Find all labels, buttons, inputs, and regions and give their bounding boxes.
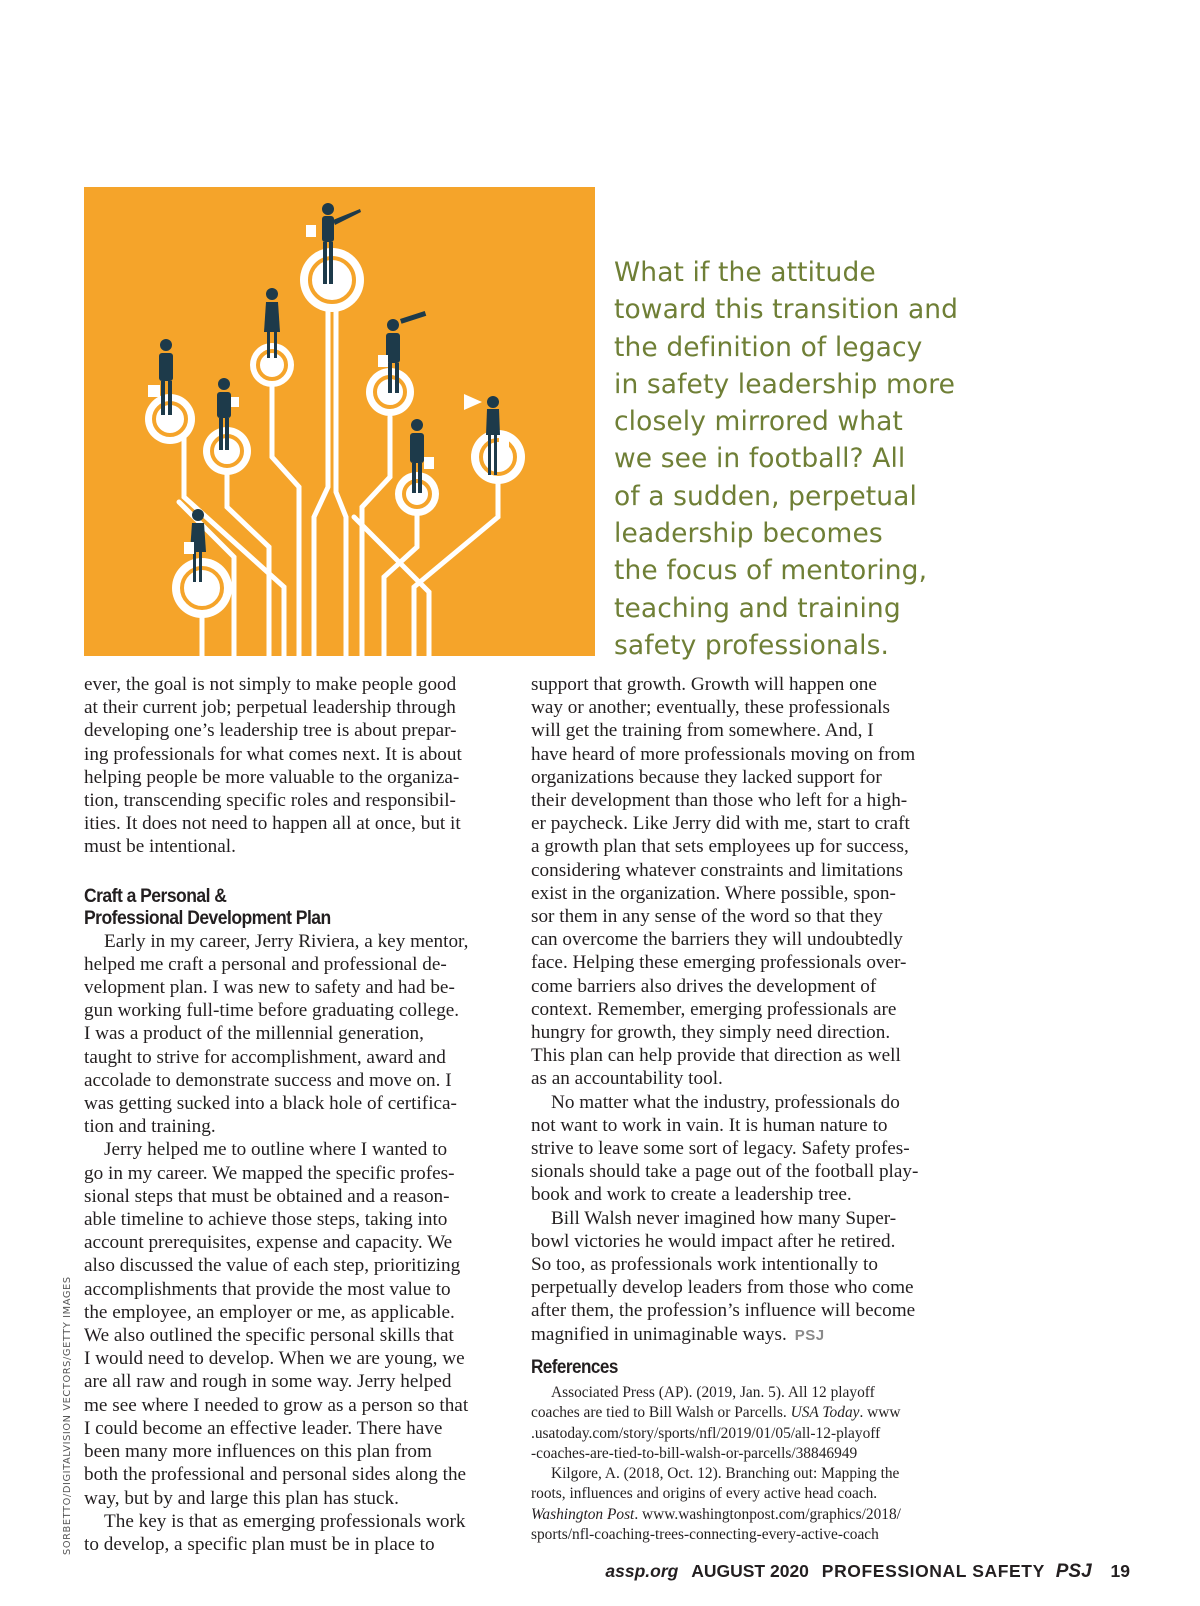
text-line: exist in the organization. Where possible, spon- xyxy=(531,882,896,904)
pull-quote-line: the focus of mentoring, xyxy=(614,555,928,587)
text-line: are all raw and rough in some way. Jerry helped xyxy=(84,1371,452,1393)
text-line: accomplishments that provide the most value to xyxy=(84,1278,451,1300)
references-heading: References xyxy=(531,1357,618,1378)
text-line: been many more influences on this plan from xyxy=(84,1441,432,1463)
text-line: not want to work in vain. It is human nature to xyxy=(531,1114,888,1136)
text-line: the employee, an employer or me, as applicable. xyxy=(84,1301,455,1323)
text-line: ever, the goal is not simply to make people good xyxy=(84,674,457,695)
text-line: sional steps that must be obtained and a reason- xyxy=(84,1185,450,1207)
photo-credit: SORBETTO/DIGITALVISION VECTORS/GETTY IMAGES xyxy=(62,1276,73,1555)
reference-2-url-part-1: . www.washingtonpost.com/graphics/2018/ xyxy=(634,1505,901,1523)
text-line: We also outlined the specific personal skills that xyxy=(84,1325,454,1347)
text-line: I would need to develop. When we are young, we xyxy=(84,1348,465,1370)
text-line: come barriers also drives the development of xyxy=(531,975,877,997)
text-line: organizations because they lacked support for xyxy=(531,766,882,788)
pull-quote-line: toward this transition and xyxy=(614,294,959,326)
text-line: at their current job; perpetual leadership through xyxy=(84,697,456,719)
text-line: after them, the profession’s influence will become xyxy=(531,1300,916,1322)
section-heading-line-1: Craft a Personal & xyxy=(84,884,227,907)
pull-quote-line: leadership becomes xyxy=(614,518,883,550)
text-line: context. Remember, emerging professionals are xyxy=(531,998,897,1020)
text-line: bowl victories he would impact after he retired. xyxy=(531,1230,896,1252)
text-line: sionals should take a page out of the football play- xyxy=(531,1161,919,1183)
text-line: must be intentional. xyxy=(84,836,236,858)
reference-1-text: coaches are tied to Bill Walsh or Parcells. xyxy=(531,1404,791,1422)
pull-quote-line: What if the attitude xyxy=(614,257,876,288)
pull-quote-line: of a sudden, perpetual xyxy=(614,480,917,512)
reference-2-line-3 xyxy=(531,1505,961,1525)
reference-1-url-line-2: -coaches-are-tied-to-bill-walsh-or-parcells/38846949 xyxy=(531,1444,858,1462)
text-line: was getting sucked into a black hole of certifica- xyxy=(84,1093,457,1115)
left-paragraph-1 xyxy=(84,673,514,859)
text-line: tion, transcending specific roles and responsibil- xyxy=(84,790,456,812)
section-heading xyxy=(84,885,471,930)
text-line: can overcome the barriers they will undoubtedly xyxy=(531,929,903,951)
text-line: Jerry helped me to outline where I wanted to xyxy=(104,1139,448,1161)
text-line: go in my career. We mapped the specific profes- xyxy=(84,1162,455,1184)
section-heading-line-2: Professional Development Plan xyxy=(84,907,331,930)
reference-1-source: USA Today xyxy=(790,1404,860,1422)
reference-2-url-line: sports/nfl-coaching-trees-connecting-every-active-coach xyxy=(531,1526,879,1544)
page-footer xyxy=(605,1561,1130,1583)
reference-1-line-2 xyxy=(531,1403,961,1423)
footer-logo: PSJ xyxy=(1055,1561,1092,1582)
pull-quote xyxy=(614,254,974,664)
text-line: gun working full-time before graduating college. xyxy=(84,1000,460,1022)
footer-issue: AUGUST 2020 xyxy=(691,1561,809,1581)
reference-1 xyxy=(531,1383,961,1464)
text-line: tion and training. xyxy=(84,1116,216,1138)
text-line: So too, as professionals work intentionally to xyxy=(531,1254,878,1276)
text-line: considering whatever constraints and limitations xyxy=(531,859,903,881)
text-line: The key is that as emerging professionals work xyxy=(104,1510,466,1532)
text-line: I was a product of the millennial generation, xyxy=(84,1023,424,1045)
text-line: No matter what the industry, professionals do xyxy=(551,1091,900,1113)
reference-1-url-line-1: .usatoday.com/story/sports/nfl/2019/01/05/all-12-playoff xyxy=(531,1424,881,1442)
text-line: both the professional and personal sides along the xyxy=(84,1464,467,1486)
leadership-tree-illustration xyxy=(84,187,595,656)
text-line: taught to strive for accomplishment, award and xyxy=(84,1046,446,1068)
text-line: helping people be more valuable to the organiza- xyxy=(84,766,460,788)
right-paragraph-1 xyxy=(531,673,961,1091)
reference-2 xyxy=(531,1464,961,1545)
text-line: also discussed the value of each step, prioritizing xyxy=(84,1255,461,1277)
text-line: their development than those who left for a high- xyxy=(531,790,908,812)
pull-quote-line: closely mirrored what xyxy=(614,406,903,438)
reference-1-line-1: Associated Press (AP). (2019, Jan. 5). All 12 playoff xyxy=(551,1384,875,1401)
text-line: book and work to create a leadership tree. xyxy=(531,1184,852,1206)
text-line: strive to leave some sort of legacy. Safety profes- xyxy=(531,1138,910,1160)
text-line: face. Helping these emerging professionals over- xyxy=(531,952,907,974)
pull-quote-line: safety professionals. xyxy=(614,629,890,661)
text-line: me see where I needed to grow as a person so that xyxy=(84,1394,469,1416)
end-mark: PSJ xyxy=(794,1326,825,1344)
text-line: sor them in any sense of the word so that they xyxy=(531,906,883,928)
text-line: able timeline to achieve those steps, taking into xyxy=(84,1209,448,1231)
text-line: support that growth. Growth will happen one xyxy=(531,674,877,695)
right-column xyxy=(531,673,961,1347)
left-column xyxy=(84,673,514,1556)
text-line: helped me craft a personal and professional de- xyxy=(84,953,447,975)
reference-2-line-1: Kilgore, A. (2018, Oct. 12). Branching out: Mapping the xyxy=(551,1465,900,1483)
right-paragraph-3 xyxy=(531,1207,961,1347)
text-line: perpetually develop leaders from those who come xyxy=(531,1277,914,1299)
footer-magazine: PROFESSIONAL SAFETY xyxy=(821,1561,1045,1581)
text-line: hungry for growth, they simply need direction. xyxy=(531,1022,891,1044)
text-line: to develop, a specific plan must be in place to xyxy=(84,1533,435,1555)
text-line: This plan can help provide that direction as well xyxy=(531,1045,901,1067)
reference-2-source: Washington Post xyxy=(531,1505,635,1523)
text-line: Bill Walsh never imagined how many Super- xyxy=(551,1207,897,1229)
text-line: ities. It does not need to happen all at once, but it xyxy=(84,813,461,835)
pull-quote-line: we see in football? All xyxy=(614,443,906,475)
text-line: accolade to demonstrate success and move on. I xyxy=(84,1069,452,1091)
pull-quote-line: in safety leadership more xyxy=(614,368,956,400)
text-line: way or another; eventually, these professionals xyxy=(531,697,890,719)
left-paragraph-3 xyxy=(84,1138,514,1509)
references-section xyxy=(531,1357,961,1545)
left-paragraph-4 xyxy=(84,1510,514,1556)
text-line: developing one’s leadership tree is about prepar- xyxy=(84,720,457,742)
pull-quote-line: the definition of legacy xyxy=(614,331,923,363)
text-line: as an accountability tool. xyxy=(531,1068,723,1090)
page-number: 19 xyxy=(1110,1561,1130,1581)
text-line xyxy=(531,1323,961,1347)
footer-site[interactable]: assp.org xyxy=(605,1561,679,1581)
left-paragraph-2 xyxy=(84,930,514,1139)
text-line: account prerequisites, expense and capacity. We xyxy=(84,1232,453,1254)
text-line-content: magnified in unimaginable ways. xyxy=(531,1323,787,1345)
text-line: er paycheck. Like Jerry did with me, start to craft xyxy=(531,813,910,835)
text-line: velopment plan. I was new to safety and had be- xyxy=(84,977,455,999)
reference-2-line-2: roots, influences and origins of every active head coach. xyxy=(531,1485,878,1503)
text-line: Early in my career, Jerry Riviera, a key mentor, xyxy=(104,930,469,952)
reference-1-text-2: . www xyxy=(859,1404,901,1422)
text-line: have heard of more professionals moving on from xyxy=(531,743,916,765)
text-line: I could become an effective leader. There have xyxy=(84,1417,443,1439)
text-line: a growth plan that sets employees up for success, xyxy=(531,836,909,858)
right-paragraph-2 xyxy=(531,1091,961,1207)
text-line: ing professionals for what comes next. It is about xyxy=(84,743,462,765)
text-line: will get the training from somewhere. And, I xyxy=(531,720,874,742)
text-line: way, but by and large this plan has stuck. xyxy=(84,1487,399,1509)
pull-quote-line: teaching and training xyxy=(614,592,901,624)
